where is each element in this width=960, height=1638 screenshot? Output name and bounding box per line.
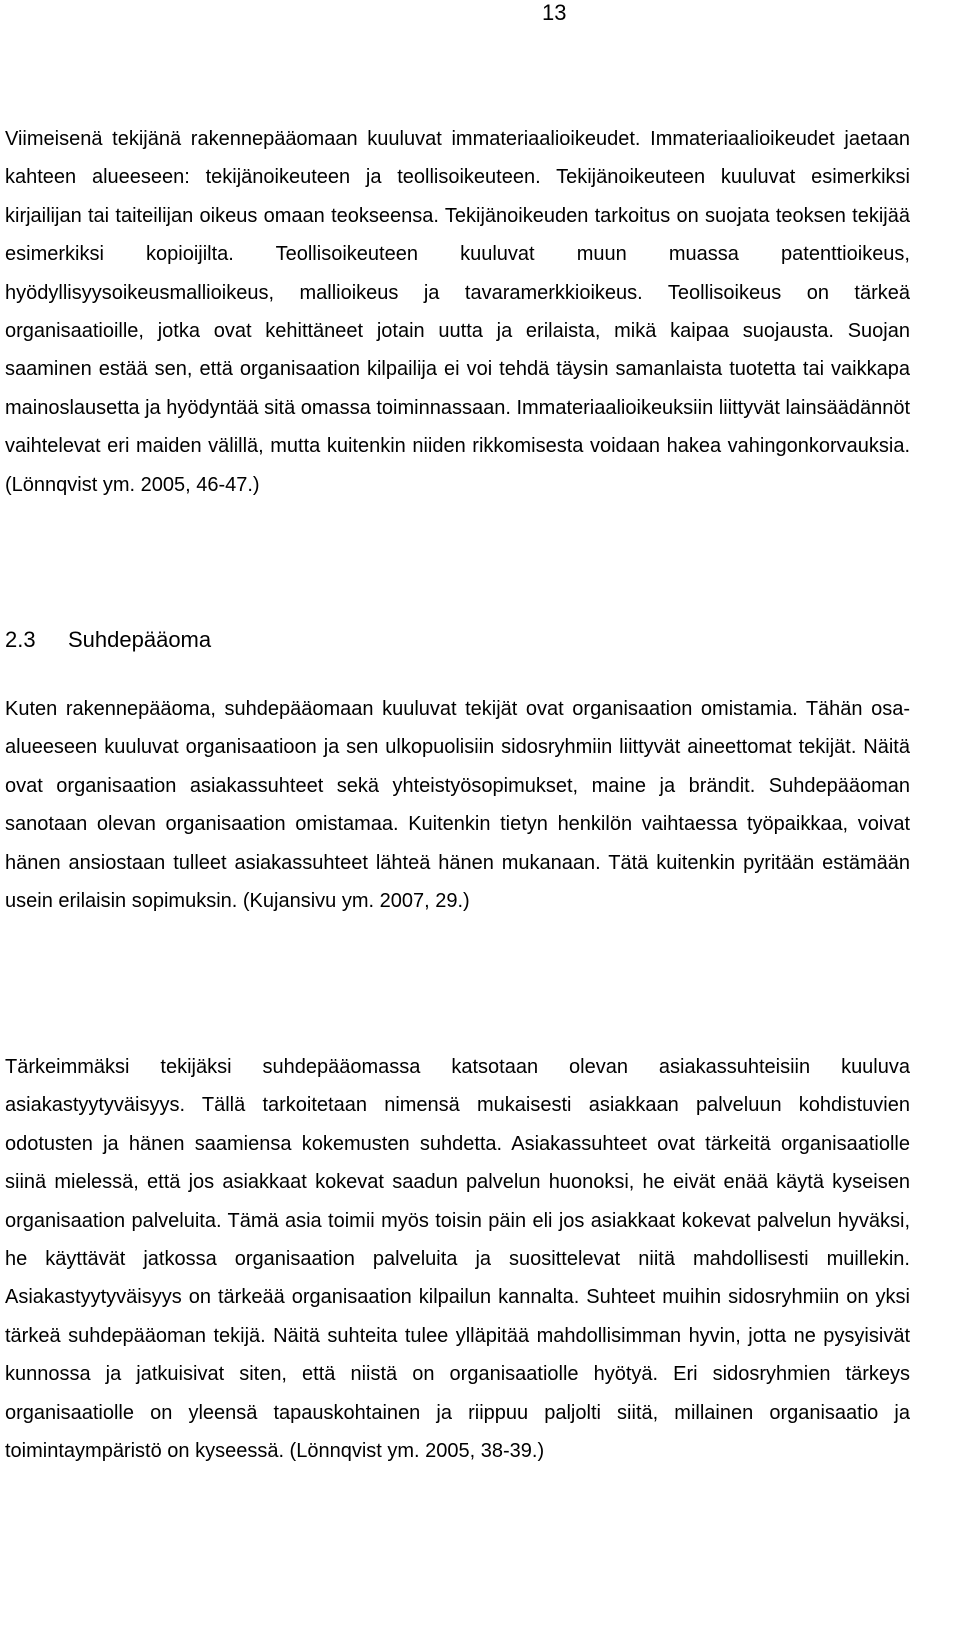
section-heading bbox=[5, 626, 211, 654]
body-paragraph: Viimeisenä tekijänä rakennepääomaan kuuluvat immateriaalioikeudet. Immateriaalioikeudet jaetaan kahteen alueeseen: tekijänoikeuteen ja teollisoikeuteen. Tekijänoikeuteen kuuluvat esimerkiksi kirjailijan tai taiteilijan oikeus omaan teokseensa. Tekijänoikeuden tarkoitus on suojata teoksen tekijää esimerkiksi kopioijilta. Teollisoikeuteen kuuluvat muun muassa patenttioikeus, hyödyllisyysoikeusmallioikeus, mallioikeus ja tavaramerkkioikeus. Teollisoikeus on tärkeä organisaatioille, jotka ovat kehittäneet jotain uutta ja erilaista, mikä kaipaa suojausta. Suojan saaminen estää sen, että organisaation kilpailija ei voi tehdä täysin samanlaista tuotetta tai vaikkapa mainoslausetta ja hyödyntää sitä omassa toiminnassaan. Immateriaalioikeuksiin liittyvät lainsäädännöt vaihtelevat eri maiden välillä, mutta kuitenkin niiden rikkomisesta voidaan hakea vahingonkorvauksia. (Lönnqvist ym. 2005, 46-47.) bbox=[5, 128, 910, 496]
body-paragraph: Kuten rakennepääoma, suhdepääomaan kuuluvat tekijät ovat organisaation omistamia. Tähän osa-alueeseen kuuluvat organisaatioon ja sen ulkopuolisiin sidosryhmiin liittyvät aineettomat tekijät. Näitä ovat organisaation asiakassuhteet sekä yhteistyösopimukset, maine ja brändit. Suhdepääoman sanotaan olevan organisaation omistamaa. Kuitenkin tietyn henkilön vaihtaessa työpaikkaa, voivat hänen ansiostaan tulleet asiakassuhteet lähteä hänen mukanaan. Tätä kuitenkin pyritään estämään usein erilaisin sopimuksin. (Kujansivu ym. 2007, 29.) bbox=[5, 698, 910, 913]
page-number: 13 bbox=[542, 0, 567, 25]
section-title: Suhdepääoma bbox=[68, 627, 212, 652]
body-paragraph: Tärkeimmäksi tekijäksi suhdepääomassa katsotaan olevan asiakassuhteisiin kuuluva asiakastyytyväisyys. Tällä tarkoitetaan nimensä mukaisesti asiakkaan palveluun kohdistuvien odotusten ja hänen saamiensa kokemusten suhdetta. Asiakassuhteet ovat tärkeitä organisaatiolle siinä mielessä, että jos asiakkaat kokevat saadun palvelun huonoksi, he eivät enää käytä kyseisen organisaation palveluita. Tämä asia toimii myös toisin päin eli jos asiakkaat kokevat palvelun hyväksi, he käyttävät jatkossa organisaation palveluita ja suosittelevat niitä mahdollisesti muillekin. Asiakastyytyväisyys on tärkeää organisaation kilpailun kannalta. Suhteet muihin sidosryhmiin on yksi tärkeä suhdepääoman tekijä. Näitä suhteita tulee ylläpitää mahdollisimman hyvin, jotta ne pysyisivät kunnossa ja jatkuisivat siten, että niistä on organisaatiolle hyötyä. Eri sidosryhmien tärkeys organisaatiolle on yleensä tapauskohtainen ja riippuu paljolti siitä, millainen organisaatio ja toimintaympäristö on kyseessä. (Lönnqvist ym. 2005, 38-39.) bbox=[5, 1056, 910, 1463]
section-number: 2.3 bbox=[5, 627, 36, 652]
